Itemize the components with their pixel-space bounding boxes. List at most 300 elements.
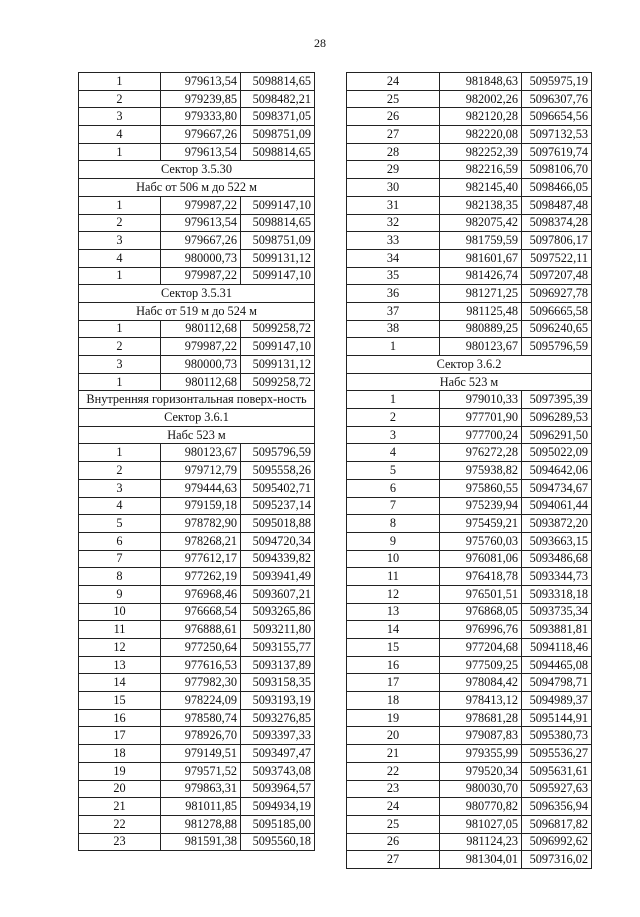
y-coordinate-cell: 5099258,72 — [241, 373, 315, 391]
x-coordinate-cell: 979087,83 — [440, 727, 522, 745]
y-coordinate-cell: 5093265,86 — [241, 603, 315, 621]
table-row — [347, 815, 592, 833]
x-coordinate-cell: 977612,17 — [161, 550, 241, 568]
section-header-row — [79, 161, 315, 179]
table-row — [79, 143, 315, 161]
x-coordinate-cell: 976868,05 — [440, 603, 522, 621]
y-coordinate-cell: 5099147,10 — [241, 338, 315, 356]
x-coordinate-cell: 976888,61 — [161, 621, 241, 639]
y-coordinate-cell: 5097806,17 — [522, 232, 592, 250]
table-row — [347, 479, 592, 497]
y-coordinate-cell: 5094720,34 — [241, 532, 315, 550]
point-number-cell: 23 — [79, 833, 161, 851]
point-number-cell: 17 — [79, 727, 161, 745]
page-number: 28 — [314, 36, 326, 50]
y-coordinate-cell: 5093743,08 — [241, 762, 315, 780]
x-coordinate-cell: 979987,22 — [161, 338, 241, 356]
x-coordinate-cell: 977701,90 — [440, 409, 522, 427]
table-row — [79, 90, 315, 108]
point-number-cell: 14 — [79, 674, 161, 692]
y-coordinate-cell: 5098751,09 — [241, 126, 315, 144]
y-coordinate-cell: 5097619,74 — [522, 143, 592, 161]
table-row — [79, 603, 315, 621]
table-row — [347, 603, 592, 621]
y-coordinate-cell: 5095402,71 — [241, 479, 315, 497]
y-coordinate-cell: 5095975,19 — [522, 73, 592, 91]
point-number-cell: 20 — [347, 727, 440, 745]
point-number-cell: 19 — [347, 709, 440, 727]
table-row — [79, 126, 315, 144]
table-row — [79, 108, 315, 126]
point-number-cell: 33 — [347, 232, 440, 250]
point-number-cell: 15 — [347, 639, 440, 657]
x-coordinate-cell: 975239,94 — [440, 497, 522, 515]
section-header: Сектор 3.6.1 — [79, 409, 315, 427]
section-header: Набс от 519 м до 524 м — [79, 302, 315, 320]
x-coordinate-cell: 975459,21 — [440, 515, 522, 533]
section-header-row — [79, 302, 315, 320]
table-row — [79, 532, 315, 550]
table-row — [347, 179, 592, 197]
point-number-cell: 3 — [79, 108, 161, 126]
point-number-cell: 1 — [347, 391, 440, 409]
table-row — [347, 126, 592, 144]
table-row — [79, 585, 315, 603]
y-coordinate-cell: 5095796,59 — [522, 338, 592, 356]
point-number-cell: 34 — [347, 249, 440, 267]
point-number-cell: 8 — [347, 515, 440, 533]
point-number-cell: 7 — [347, 497, 440, 515]
table-row — [347, 833, 592, 851]
section-header: Набс 523 м — [347, 373, 592, 391]
point-number-cell: 1 — [79, 444, 161, 462]
point-number-cell: 2 — [79, 214, 161, 232]
point-number-cell: 6 — [347, 479, 440, 497]
section-header: Сектор 3.5.31 — [79, 285, 315, 303]
x-coordinate-cell: 979355,99 — [440, 745, 522, 763]
section-header: Сектор 3.5.30 — [79, 161, 315, 179]
table-row — [347, 249, 592, 267]
x-coordinate-cell: 976501,51 — [440, 585, 522, 603]
table-row — [79, 833, 315, 851]
x-coordinate-cell: 981848,63 — [440, 73, 522, 91]
y-coordinate-cell: 5095018,88 — [241, 515, 315, 533]
x-coordinate-cell: 981124,23 — [440, 833, 522, 851]
x-coordinate-cell: 979863,31 — [161, 780, 241, 798]
table-row — [347, 232, 592, 250]
x-coordinate-cell: 982120,28 — [440, 108, 522, 126]
x-coordinate-cell: 981278,88 — [161, 815, 241, 833]
point-number-cell: 21 — [347, 745, 440, 763]
table-row — [79, 249, 315, 267]
table-row — [347, 73, 592, 91]
point-number-cell: 18 — [79, 745, 161, 763]
point-number-cell: 3 — [347, 426, 440, 444]
table-row — [79, 621, 315, 639]
point-number-cell: 3 — [79, 232, 161, 250]
point-number-cell: 28 — [347, 143, 440, 161]
table-row — [79, 639, 315, 657]
y-coordinate-cell: 5096817,82 — [522, 815, 592, 833]
y-coordinate-cell: 5093964,57 — [241, 780, 315, 798]
y-coordinate-cell: 5094934,19 — [241, 798, 315, 816]
point-number-cell: 16 — [347, 656, 440, 674]
section-header: Внутренняя горизонтальная поверх-ность — [79, 391, 315, 409]
table-row — [347, 656, 592, 674]
point-number-cell: 5 — [79, 515, 161, 533]
y-coordinate-cell: 5093158,35 — [241, 674, 315, 692]
x-coordinate-cell: 982220,08 — [440, 126, 522, 144]
point-number-cell: 27 — [347, 126, 440, 144]
point-number-cell: 3 — [79, 356, 161, 374]
table-row — [347, 338, 592, 356]
x-coordinate-cell: 980123,67 — [440, 338, 522, 356]
table-row — [79, 214, 315, 232]
table-row — [347, 161, 592, 179]
table-row — [79, 692, 315, 710]
point-number-cell: 26 — [347, 108, 440, 126]
x-coordinate-cell: 980112,68 — [161, 320, 241, 338]
point-number-cell: 29 — [347, 161, 440, 179]
y-coordinate-cell: 5096654,56 — [522, 108, 592, 126]
y-coordinate-cell: 5098466,05 — [522, 179, 592, 197]
point-number-cell: 9 — [347, 532, 440, 550]
y-coordinate-cell: 5095560,18 — [241, 833, 315, 851]
x-coordinate-cell: 981591,38 — [161, 833, 241, 851]
point-number-cell: 10 — [79, 603, 161, 621]
point-number-cell: 1 — [79, 196, 161, 214]
y-coordinate-cell: 5097395,39 — [522, 391, 592, 409]
table-row — [347, 214, 592, 232]
y-coordinate-cell: 5098751,09 — [241, 232, 315, 250]
point-number-cell: 1 — [79, 73, 161, 91]
table-row — [79, 515, 315, 533]
point-number-cell: 13 — [347, 603, 440, 621]
point-number-cell: 8 — [79, 568, 161, 586]
y-coordinate-cell: 5094734,67 — [522, 479, 592, 497]
point-number-cell: 36 — [347, 285, 440, 303]
table-row — [347, 90, 592, 108]
table-row — [347, 568, 592, 586]
x-coordinate-cell: 979159,18 — [161, 497, 241, 515]
x-coordinate-cell: 975938,82 — [440, 462, 522, 480]
x-coordinate-cell: 981759,59 — [440, 232, 522, 250]
table-row — [347, 426, 592, 444]
point-number-cell: 18 — [347, 692, 440, 710]
table-row — [347, 285, 592, 303]
y-coordinate-cell: 5097132,53 — [522, 126, 592, 144]
x-coordinate-cell: 979667,26 — [161, 126, 241, 144]
point-number-cell: 6 — [79, 532, 161, 550]
point-number-cell: 4 — [79, 249, 161, 267]
table-row — [79, 762, 315, 780]
table-row — [347, 108, 592, 126]
x-coordinate-cell: 982075,42 — [440, 214, 522, 232]
table-row — [347, 851, 592, 869]
y-coordinate-cell: 5094798,71 — [522, 674, 592, 692]
section-header-row — [347, 356, 592, 374]
x-coordinate-cell: 978084,42 — [440, 674, 522, 692]
point-number-cell: 4 — [79, 126, 161, 144]
x-coordinate-cell: 977700,24 — [440, 426, 522, 444]
y-coordinate-cell: 5098814,65 — [241, 73, 315, 91]
y-coordinate-cell: 5094465,08 — [522, 656, 592, 674]
point-number-cell: 14 — [347, 621, 440, 639]
x-coordinate-cell: 975760,03 — [440, 532, 522, 550]
x-coordinate-cell: 979987,22 — [161, 267, 241, 285]
y-coordinate-cell: 5095022,09 — [522, 444, 592, 462]
point-number-cell: 16 — [79, 709, 161, 727]
section-header-row — [79, 409, 315, 427]
table-row — [347, 391, 592, 409]
x-coordinate-cell: 981271,25 — [440, 285, 522, 303]
x-coordinate-cell: 976081,06 — [440, 550, 522, 568]
y-coordinate-cell: 5093881,81 — [522, 621, 592, 639]
point-number-cell: 24 — [347, 73, 440, 91]
point-number-cell: 7 — [79, 550, 161, 568]
y-coordinate-cell: 5093735,34 — [522, 603, 592, 621]
x-coordinate-cell: 980889,25 — [440, 320, 522, 338]
table-row — [79, 444, 315, 462]
point-number-cell: 24 — [347, 798, 440, 816]
y-coordinate-cell: 5093941,49 — [241, 568, 315, 586]
table-row — [347, 462, 592, 480]
point-number-cell: 11 — [347, 568, 440, 586]
x-coordinate-cell: 981304,01 — [440, 851, 522, 869]
y-coordinate-cell: 5093872,20 — [522, 515, 592, 533]
point-number-cell: 37 — [347, 302, 440, 320]
y-coordinate-cell: 5096992,62 — [522, 833, 592, 851]
table-row — [79, 73, 315, 91]
table-row — [79, 497, 315, 515]
x-coordinate-cell: 976996,76 — [440, 621, 522, 639]
section-header-row — [79, 426, 315, 444]
point-number-cell: 4 — [79, 497, 161, 515]
x-coordinate-cell: 979712,79 — [161, 462, 241, 480]
y-coordinate-cell: 5093155,77 — [241, 639, 315, 657]
y-coordinate-cell: 5095536,27 — [522, 745, 592, 763]
y-coordinate-cell: 5094989,37 — [522, 692, 592, 710]
table-row — [347, 798, 592, 816]
point-number-cell: 9 — [79, 585, 161, 603]
y-coordinate-cell: 5093663,15 — [522, 532, 592, 550]
table-row — [79, 780, 315, 798]
x-coordinate-cell: 979613,54 — [161, 73, 241, 91]
table-row — [79, 709, 315, 727]
x-coordinate-cell: 977616,53 — [161, 656, 241, 674]
y-coordinate-cell: 5098371,05 — [241, 108, 315, 126]
x-coordinate-cell: 980123,67 — [161, 444, 241, 462]
x-coordinate-cell: 982002,26 — [440, 90, 522, 108]
y-coordinate-cell: 5095631,61 — [522, 762, 592, 780]
point-number-cell: 10 — [347, 550, 440, 568]
x-coordinate-cell: 981011,85 — [161, 798, 241, 816]
table-row — [347, 497, 592, 515]
x-coordinate-cell: 980112,68 — [161, 373, 241, 391]
y-coordinate-cell: 5095185,00 — [241, 815, 315, 833]
table-row — [79, 320, 315, 338]
x-coordinate-cell: 976418,78 — [440, 568, 522, 586]
table-row — [347, 745, 592, 763]
point-number-cell: 1 — [79, 143, 161, 161]
y-coordinate-cell: 5098106,70 — [522, 161, 592, 179]
point-number-cell: 5 — [347, 462, 440, 480]
table-row — [79, 479, 315, 497]
x-coordinate-cell: 982138,35 — [440, 196, 522, 214]
x-coordinate-cell: 979613,54 — [161, 143, 241, 161]
table-row — [347, 550, 592, 568]
x-coordinate-cell: 981601,67 — [440, 249, 522, 267]
x-coordinate-cell: 980030,70 — [440, 780, 522, 798]
y-coordinate-cell: 5095796,59 — [241, 444, 315, 462]
table-row — [79, 267, 315, 285]
table-row — [347, 639, 592, 657]
point-number-cell: 27 — [347, 851, 440, 869]
point-number-cell: 11 — [79, 621, 161, 639]
y-coordinate-cell: 5095380,73 — [522, 727, 592, 745]
x-coordinate-cell: 981125,48 — [440, 302, 522, 320]
y-coordinate-cell: 5097316,02 — [522, 851, 592, 869]
point-number-cell: 1 — [79, 267, 161, 285]
point-number-cell: 23 — [347, 780, 440, 798]
y-coordinate-cell: 5095237,14 — [241, 497, 315, 515]
y-coordinate-cell: 5098482,21 — [241, 90, 315, 108]
point-number-cell: 22 — [79, 815, 161, 833]
y-coordinate-cell: 5096240,65 — [522, 320, 592, 338]
table-row — [347, 143, 592, 161]
y-coordinate-cell: 5093211,80 — [241, 621, 315, 639]
y-coordinate-cell: 5098814,65 — [241, 214, 315, 232]
x-coordinate-cell: 979987,22 — [161, 196, 241, 214]
table-row — [79, 656, 315, 674]
y-coordinate-cell: 5095558,26 — [241, 462, 315, 480]
x-coordinate-cell: 978681,28 — [440, 709, 522, 727]
table-row — [347, 409, 592, 427]
x-coordinate-cell: 978268,21 — [161, 532, 241, 550]
table-row — [79, 727, 315, 745]
point-number-cell: 25 — [347, 90, 440, 108]
x-coordinate-cell: 977250,64 — [161, 639, 241, 657]
x-coordinate-cell: 980770,82 — [440, 798, 522, 816]
point-number-cell: 13 — [79, 656, 161, 674]
x-coordinate-cell: 979149,51 — [161, 745, 241, 763]
point-number-cell: 4 — [347, 444, 440, 462]
point-number-cell: 1 — [79, 320, 161, 338]
y-coordinate-cell: 5097522,11 — [522, 249, 592, 267]
x-coordinate-cell: 976272,28 — [440, 444, 522, 462]
point-number-cell: 21 — [79, 798, 161, 816]
y-coordinate-cell: 5093276,85 — [241, 709, 315, 727]
x-coordinate-cell: 979239,85 — [161, 90, 241, 108]
x-coordinate-cell: 979444,63 — [161, 479, 241, 497]
x-coordinate-cell: 977982,30 — [161, 674, 241, 692]
point-number-cell: 2 — [79, 338, 161, 356]
x-coordinate-cell: 978413,12 — [440, 692, 522, 710]
y-coordinate-cell: 5093344,73 — [522, 568, 592, 586]
y-coordinate-cell: 5096289,53 — [522, 409, 592, 427]
y-coordinate-cell: 5095927,63 — [522, 780, 592, 798]
x-coordinate-cell: 978926,70 — [161, 727, 241, 745]
section-header: Набс 523 м — [79, 426, 315, 444]
x-coordinate-cell: 978580,74 — [161, 709, 241, 727]
point-number-cell: 26 — [347, 833, 440, 851]
table-row — [347, 709, 592, 727]
y-coordinate-cell: 5098374,28 — [522, 214, 592, 232]
y-coordinate-cell: 5093486,68 — [522, 550, 592, 568]
y-coordinate-cell: 5096356,94 — [522, 798, 592, 816]
table-row — [79, 568, 315, 586]
y-coordinate-cell: 5093193,19 — [241, 692, 315, 710]
x-coordinate-cell: 982145,40 — [440, 179, 522, 197]
y-coordinate-cell: 5099131,12 — [241, 356, 315, 374]
table-row — [79, 232, 315, 250]
point-number-cell: 32 — [347, 214, 440, 232]
point-number-cell: 20 — [79, 780, 161, 798]
table-row — [347, 674, 592, 692]
x-coordinate-cell: 980000,73 — [161, 356, 241, 374]
table-row — [79, 815, 315, 833]
point-number-cell: 15 — [79, 692, 161, 710]
y-coordinate-cell: 5093607,21 — [241, 585, 315, 603]
y-coordinate-cell: 5096927,78 — [522, 285, 592, 303]
y-coordinate-cell: 5096291,50 — [522, 426, 592, 444]
table-row — [79, 798, 315, 816]
y-coordinate-cell: 5098487,48 — [522, 196, 592, 214]
y-coordinate-cell: 5096665,58 — [522, 302, 592, 320]
y-coordinate-cell: 5093397,33 — [241, 727, 315, 745]
table-row — [347, 621, 592, 639]
y-coordinate-cell: 5098814,65 — [241, 143, 315, 161]
point-number-cell: 22 — [347, 762, 440, 780]
section-header: Сектор 3.6.2 — [347, 356, 592, 374]
x-coordinate-cell: 976668,54 — [161, 603, 241, 621]
section-header: Набс от 506 м до 522 м — [79, 179, 315, 197]
table-row — [79, 745, 315, 763]
y-coordinate-cell: 5099131,12 — [241, 249, 315, 267]
section-header-row — [79, 391, 315, 409]
point-number-cell: 17 — [347, 674, 440, 692]
point-number-cell: 2 — [347, 409, 440, 427]
y-coordinate-cell: 5099258,72 — [241, 320, 315, 338]
table-row — [347, 532, 592, 550]
point-number-cell: 35 — [347, 267, 440, 285]
table-row — [79, 356, 315, 374]
point-number-cell: 2 — [79, 462, 161, 480]
y-coordinate-cell: 5094642,06 — [522, 462, 592, 480]
table-row — [347, 585, 592, 603]
point-number-cell: 2 — [79, 90, 161, 108]
table-row — [347, 727, 592, 745]
y-coordinate-cell: 5094118,46 — [522, 639, 592, 657]
point-number-cell: 30 — [347, 179, 440, 197]
x-coordinate-cell: 979333,80 — [161, 108, 241, 126]
x-coordinate-cell: 982216,59 — [440, 161, 522, 179]
table-row — [347, 692, 592, 710]
point-number-cell: 31 — [347, 196, 440, 214]
y-coordinate-cell: 5099147,10 — [241, 267, 315, 285]
y-coordinate-cell: 5093137,89 — [241, 656, 315, 674]
table-row — [347, 267, 592, 285]
y-coordinate-cell: 5096307,76 — [522, 90, 592, 108]
table-row — [347, 196, 592, 214]
x-coordinate-cell: 975860,55 — [440, 479, 522, 497]
y-coordinate-cell: 5097207,48 — [522, 267, 592, 285]
table-row — [347, 515, 592, 533]
section-header-row — [347, 373, 592, 391]
x-coordinate-cell: 977204,68 — [440, 639, 522, 657]
point-number-cell: 19 — [79, 762, 161, 780]
table-row — [79, 338, 315, 356]
